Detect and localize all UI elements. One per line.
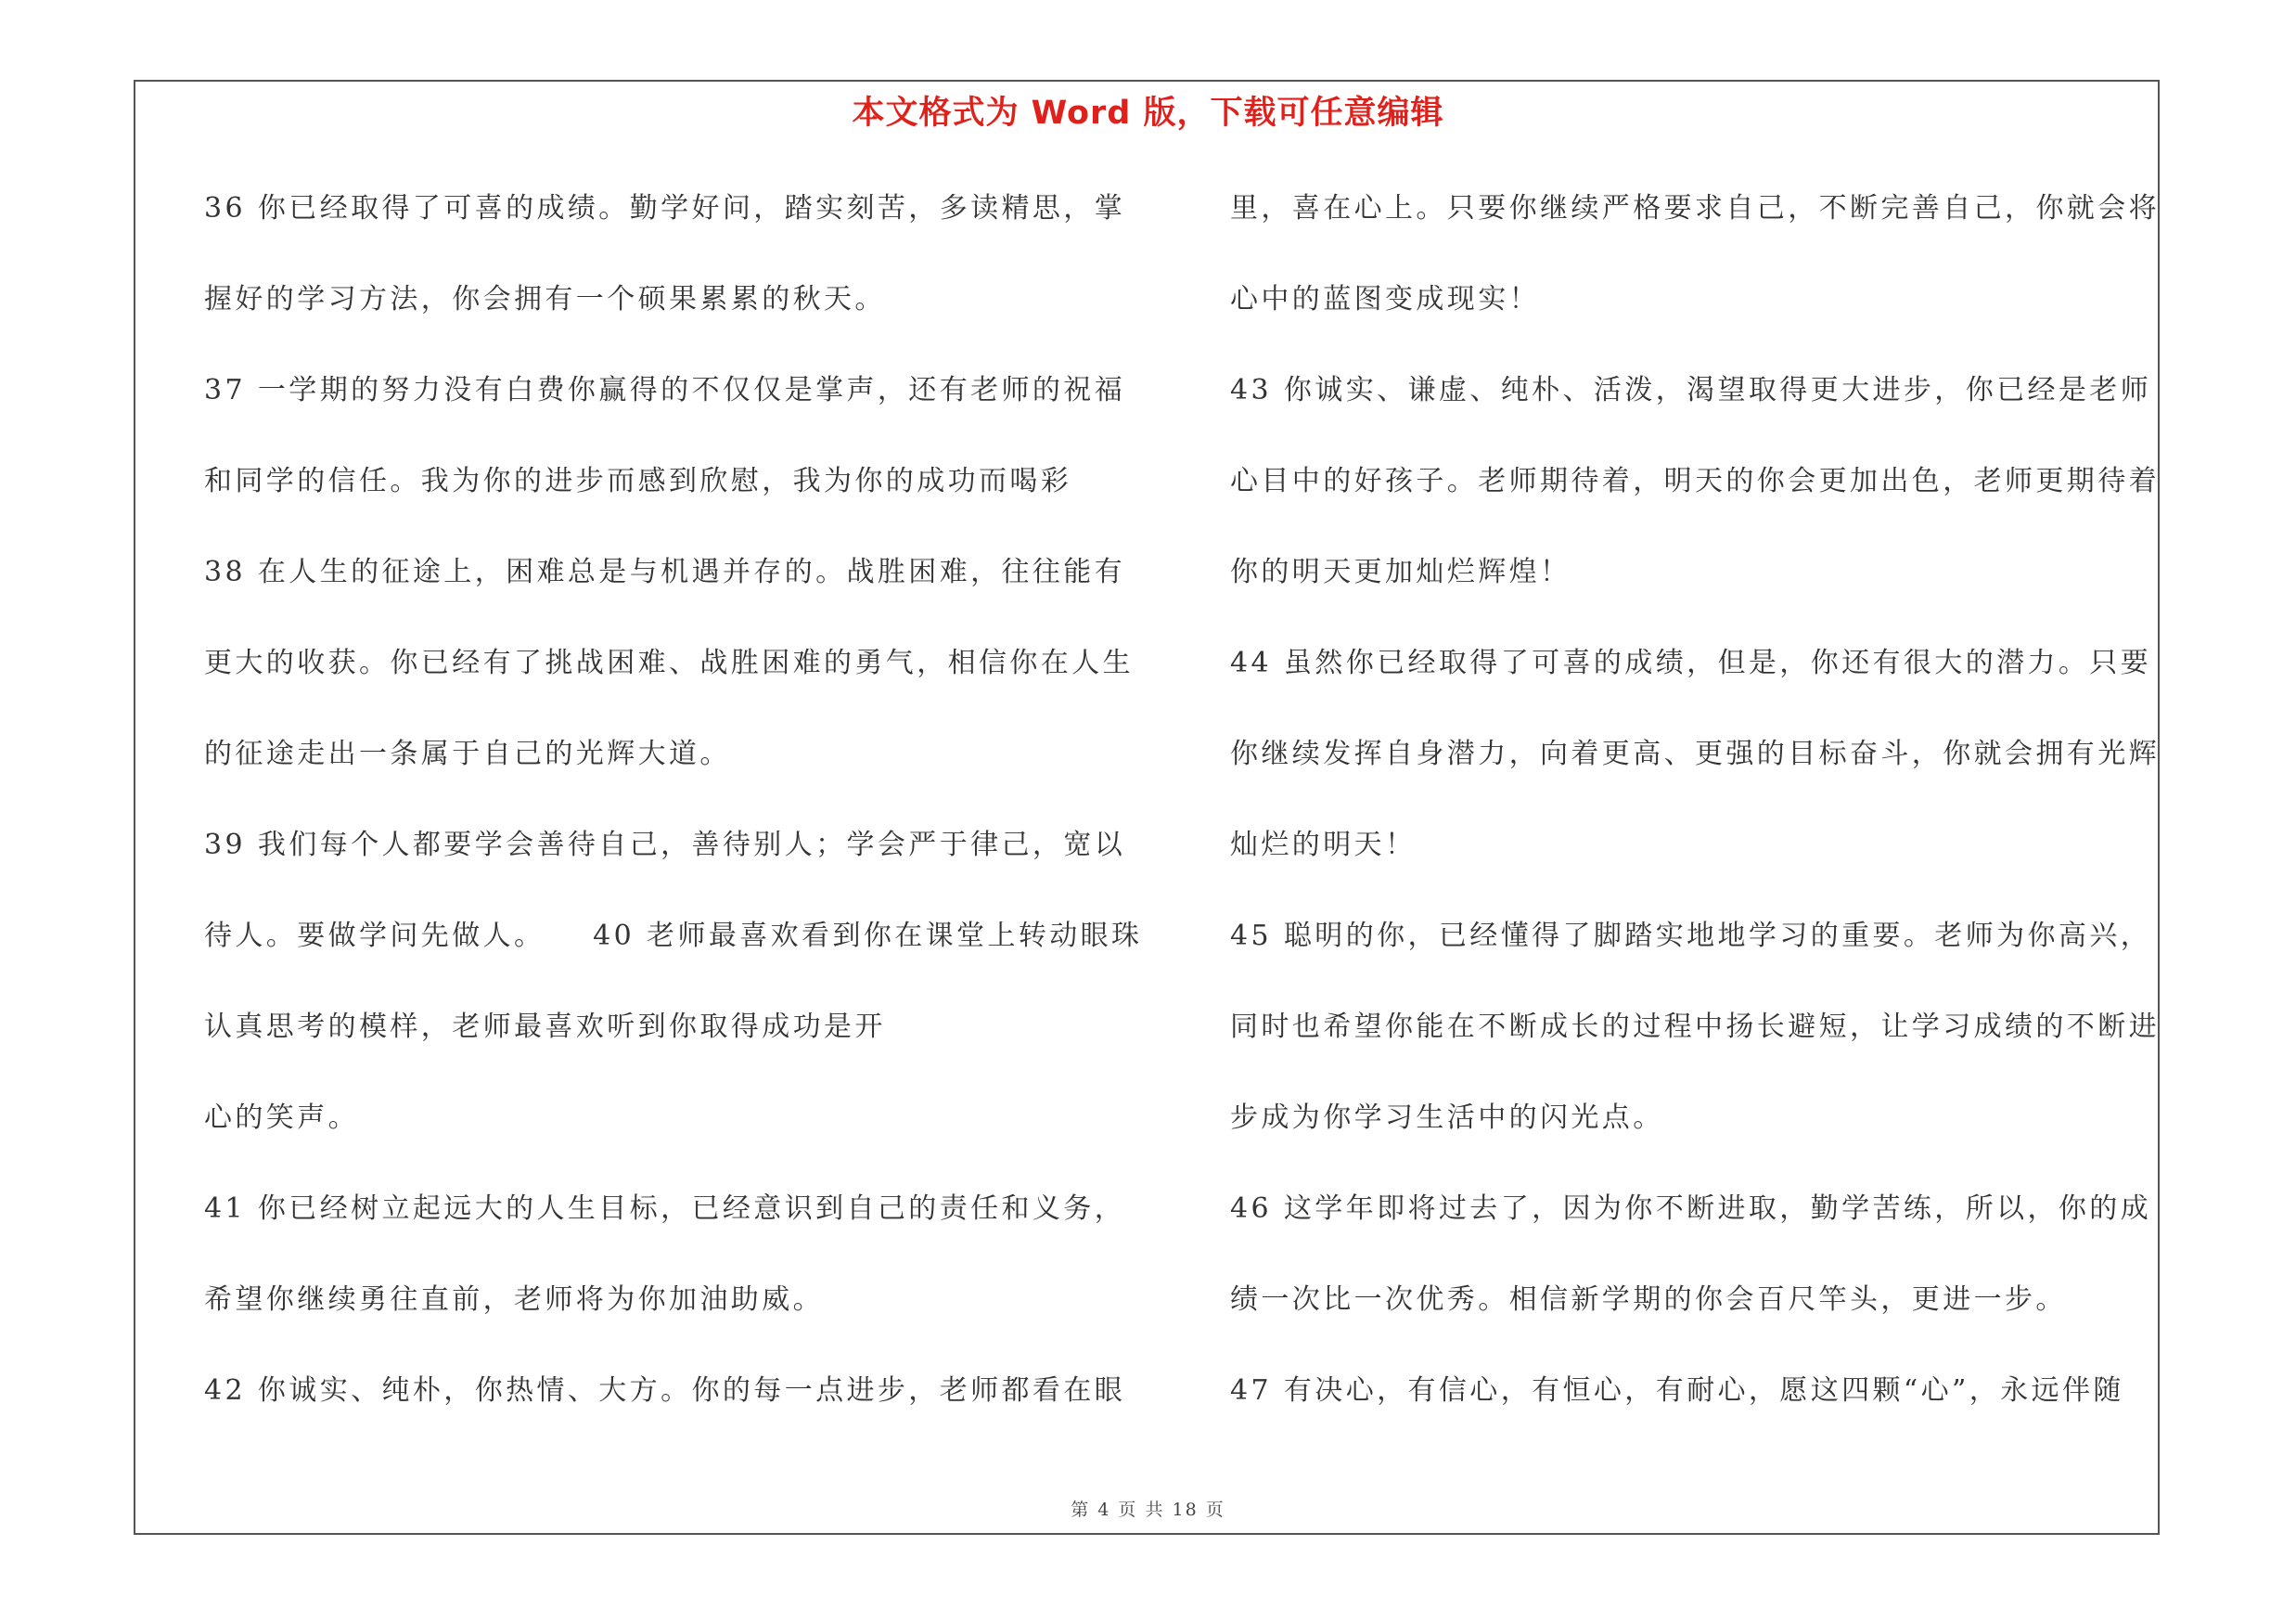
text-line: 里，喜在心上。只要你继续严格要求自己，不断完善自己，你就会将 bbox=[1230, 192, 2160, 225]
text-line: 39 我们每个人都要学会善待自己，善待别人；学会严于律己，宽以 bbox=[204, 829, 1126, 861]
text-line: 希望你继续勇往直前，老师将为你加油助威。 bbox=[204, 1283, 824, 1316]
text-line: 43 你诚实、谦虚、纯朴、活泼，渴望取得更大进步，你已经是老师 bbox=[1230, 374, 2152, 406]
text-line: 37 一学期的努力没有白费你赢得的不仅仅是掌声，还有老师的祝福 bbox=[204, 374, 1126, 406]
text-line: 的征途走出一条属于自己的光辉大道。 bbox=[204, 738, 731, 770]
text-line: 待人。要做学问先做人。 40 老师最喜欢看到你在课堂上转动眼珠 bbox=[204, 920, 1143, 952]
text-line: 41 你已经树立起远大的人生目标，已经意识到自己的责任和义务， bbox=[204, 1192, 1126, 1225]
text-line: 绩一次比一次优秀。相信新学期的你会百尺竿头，更进一步。 bbox=[1230, 1283, 2067, 1316]
text-line: 更大的收获。你已经有了挑战困难、战胜困难的勇气，相信你在人生 bbox=[204, 647, 1134, 679]
text-line: 44 虽然你已经取得了可喜的成绩，但是，你还有很大的潜力。只要 bbox=[1230, 647, 2152, 679]
text-line: 握好的学习方法，你会拥有一个硕果累累的秋天。 bbox=[204, 283, 886, 316]
text-line: 和同学的信任。我为你的进步而感到欣慰，我为你的成功而喝彩 bbox=[204, 465, 1072, 497]
text-line: 同时也希望你能在不断成长的过程中扬长避短，让学习成绩的不断进 bbox=[1230, 1011, 2160, 1043]
text-line: 47 有决心，有信心，有恒心，有耐心，愿这四颗“心”，永远伴随 bbox=[1230, 1374, 2124, 1407]
left-column bbox=[204, 183, 1141, 1456]
text-line: 46 这学年即将过去了，因为你不断进取，勤学苦练，所以，你的成 bbox=[1230, 1192, 2152, 1225]
text-line: 42 你诚实、纯朴，你热情、大方。你的每一点进步，老师都看在眼 bbox=[204, 1374, 1126, 1407]
text-line: 36 你已经取得了可喜的成绩。勤学好问，踏实刻苦，多读精思，掌 bbox=[204, 192, 1126, 225]
right-column bbox=[1230, 183, 2160, 1456]
text-line: 心目中的好孩子。老师期待着，明天的你会更加出色，老师更期待着 bbox=[1230, 465, 2160, 497]
text-line: 步成为你学习生活中的闪光点。 bbox=[1230, 1101, 1664, 1134]
text-line: 灿烂的明天！ bbox=[1230, 829, 1417, 861]
text-line: 45 聪明的你，已经懂得了脚踏实地地学习的重要。老师为你高兴， bbox=[1230, 920, 2152, 952]
page-number-footer: 第 4 页 共 18 页 bbox=[1071, 1500, 1225, 1520]
text-line: 你继续发挥自身潜力，向着更高、更强的目标奋斗，你就会拥有光辉 bbox=[1230, 738, 2160, 770]
text-line: 认真思考的模样，老师最喜欢听到你取得成功是开 bbox=[204, 1011, 886, 1043]
text-line: 心中的蓝图变成现实！ bbox=[1230, 283, 1540, 316]
text-line: 心的笑声。 bbox=[204, 1101, 359, 1134]
word-format-banner: 本文格式为 Word 版，下载可任意编辑 bbox=[852, 95, 1444, 132]
text-line: 你的明天更加灿烂辉煌！ bbox=[1230, 556, 1571, 588]
text-line: 38 在人生的征途上，困难总是与机遇并存的。战胜困难，往往能有 bbox=[204, 556, 1126, 588]
